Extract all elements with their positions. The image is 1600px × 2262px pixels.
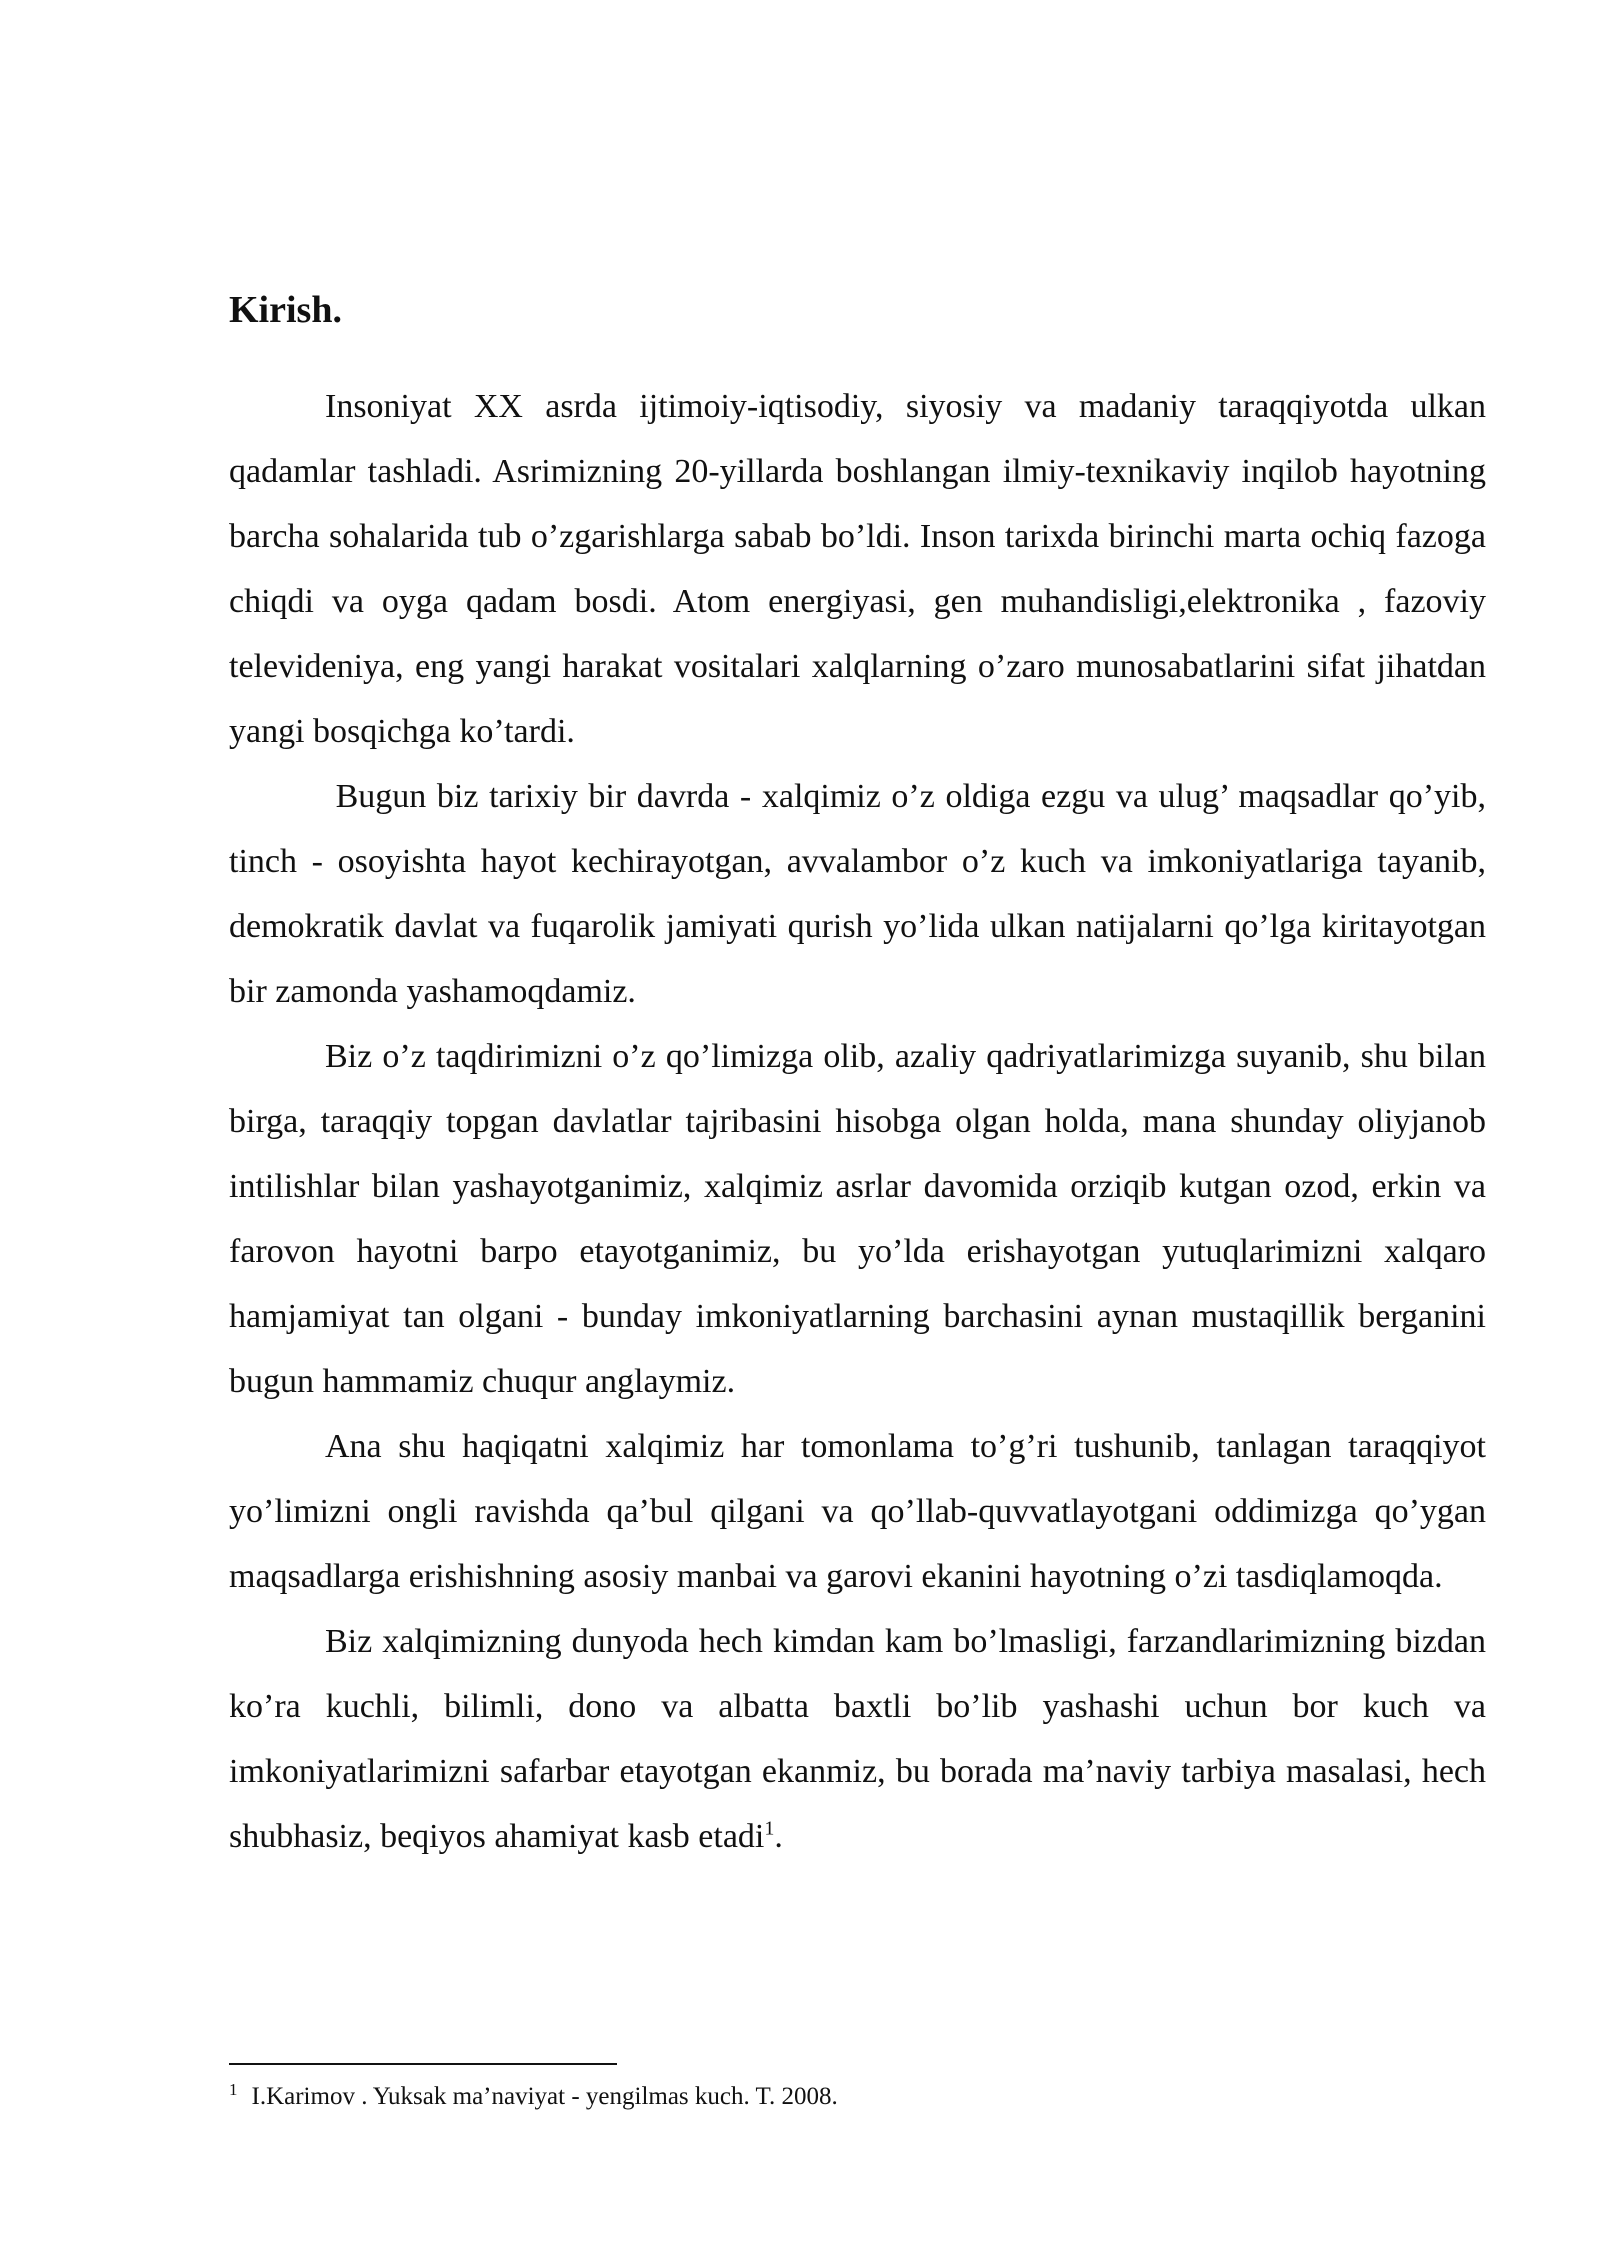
paragraph-1: Insoniyat XX asrda ijtimoiy-iqtisodiy, siyosiy va madaniy taraqqiyotda ulkan qadamlar tashladi. Asrimizning 20-yillarda boshlangan ilmiy-texnikaviy inqilob hayotning barcha sohalarida tub o’zgarishlarga sabab bo’ldi. Inson tarixda birinchi marta ochiq fazoga chiqdi va oyga qadam bosdi. Atom energiyasi, gen muhandisligi,elektronika , fazoviy televideniya, eng yangi harakat vositalari xalqlarning o’zaro munosabatlarini sifat jihatdan yangi bosqichga ko’tardi. [229,388,1486,750]
document-page [229,0,1486,2262]
paragraph-3: Biz o’z taqdirimizni o’z qo’limizga olib, azaliy qadriyatlarimizga suyanib, shu bilan birga, taraqqiy topgan davlatlar tajribasini hisobga olgan holda, mana shunday oliyjanob intilishlar bilan yashayotganimiz, xalqimiz asrlar davomida orziqib kutgan ozod, erkin va farovon hayotni barpo etayotganimiz, bu yo’lda erishayotgan yutuqlarimizni xalqaro hamjamiyat tan olgani - bunday imkoniyatlarning barchasini aynan mustaqillik berganini bugun hammamiz chuqur anglaymiz. [229,1038,1486,1400]
paragraph-5-text: Biz xalqimizning dunyoda hech kimdan kam bo’lmasligi, farzandlarimizning bizdan ko’ra kuchli, bilimli, dono va albatta baxtli bo’lib yashashi uchun bor kuch va imkoniyatlarimizni safarbar etayotgan ekanmiz, bu borada ma’naviy tarbiya masalasi, hech shubhasiz, beqiyos ahamiyat kasb etadi [229,1623,1486,1855]
footnote-separator [229,2063,617,2065]
paragraph-5-end: . [774,1818,783,1855]
paragraph-2 [229,764,1486,1024]
footnote-number: 1 [229,2079,238,2099]
body-text [229,374,1486,1869]
paragraph-4: Ana shu haqiqatni xalqimiz har tomonlama to’g’ri tushunib, tanlagan taraqqiyot yo’limizni ongli ravishda qa’bul qilgani va qo’llab-quvvatlayotgani oddimizga qo’ygan maqsadlarga erishishning asosiy manbai va garovi ekanini hayotning o’zi tasdiqlamoqda. [229,1428,1486,1595]
page-heading: Kirish. [229,289,342,331]
paragraph-5 [229,1609,1486,1869]
footnote [229,2077,1486,2117]
footnote-reference[interactable]: 1 [764,1817,775,1840]
paragraph-2-text: Bugun biz tarixiy bir davrda - xalqimiz o’z oldiga ezgu va ulug’ maqsadlar qo’yib, tinch - osoyishta hayot kechirayotgan, avvalambor o’z kuch va imkoniyatlariga tayanib, demokratik davlat va fuqarolik jamiyati qurish yo’lida ulkan natijalarni qo’lga kiritayotgan bir zamonda yashamoqdamiz. [229,778,1487,1010]
footnote-text: I.Karimov . Yuksak ma’naviyat - yengilmas kuch. T. 2008. [251,2083,838,2110]
